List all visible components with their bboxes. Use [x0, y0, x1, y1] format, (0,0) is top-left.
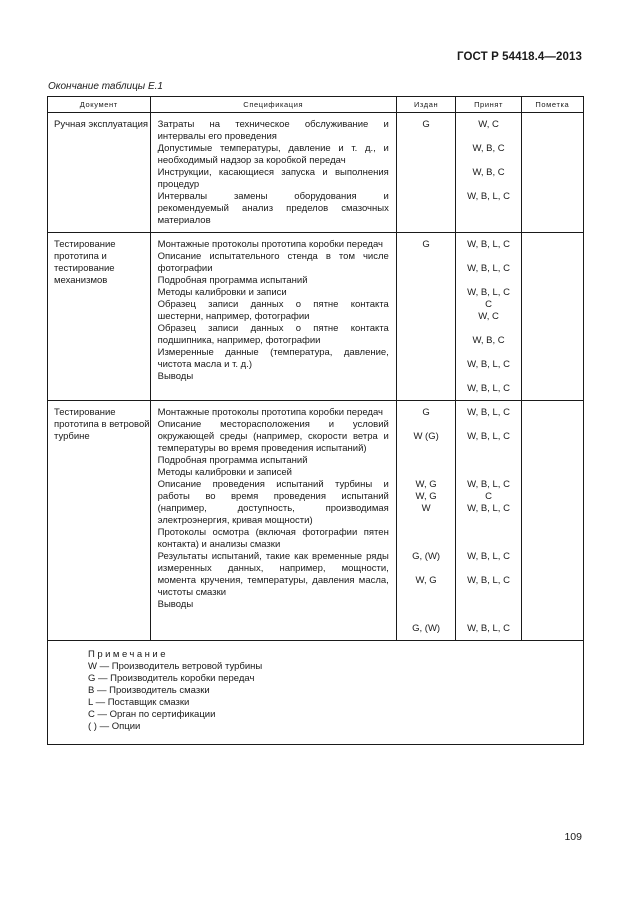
issued-value: W (G)	[413, 431, 439, 442]
spec-entry: Монтажные протоколы прототипа коробки передач	[157, 239, 383, 250]
spec-entry: Подробная программа испытаний	[157, 275, 308, 286]
spec-entry: Монтажные протоколы прототипа коробки передач	[157, 407, 383, 418]
accepted-value: W, B, L, C	[467, 287, 510, 298]
accepted-value: W, B, L, C	[467, 431, 510, 442]
page-number: 109	[564, 831, 582, 843]
issued-value: G, (W)	[412, 623, 441, 634]
accepted-value: W, B, L, C	[467, 551, 510, 562]
remark-cell	[521, 233, 583, 401]
accepted-value: W, B, L, C	[467, 239, 510, 250]
accepted-value: W, B, L, C	[467, 479, 510, 490]
accepted-value: W, C	[478, 119, 499, 130]
accepted-value: W, B, L, C	[467, 503, 510, 514]
accepted-cell	[456, 113, 521, 233]
accepted-cell	[456, 233, 521, 401]
accepted-value: W, B, L, C	[467, 359, 510, 370]
section-document: Ручная эксплуатация	[48, 113, 151, 233]
column-header-remark: Пометка	[521, 97, 583, 113]
section-document: Тестирование прототипа и тестирование механизмов	[48, 233, 151, 401]
issued-value: G	[422, 239, 430, 250]
issued-value: G	[422, 407, 430, 418]
spec-entry: Образец записи данных о пятне контакта подшипника, например, фотографии	[157, 323, 389, 346]
accepted-value: C	[485, 491, 492, 502]
issued-value	[397, 191, 456, 227]
spec-entry: Описание испытательного стенда в том числе фотографии	[157, 251, 389, 274]
spec-entry: Результаты испытаний, такие как временные ряды измеренных данных, например, мощности, момента кручения, температуры, давления масла, чистоты смазки	[157, 551, 389, 598]
specification-cell	[150, 233, 396, 401]
spec-entry: Выводы	[157, 371, 194, 382]
accepted-value: C	[485, 299, 492, 310]
accepted-value: W, B, C	[472, 167, 505, 178]
accepted-value: W, B, L, C	[467, 383, 510, 394]
issued-cell	[396, 401, 456, 641]
note-line: C — Орган по сертификации	[88, 709, 216, 720]
issued-value: W, G	[415, 491, 437, 502]
spec-entry: Методы калибровки и записи	[157, 287, 287, 298]
issued-value	[397, 143, 456, 167]
issued-value: G	[422, 119, 430, 130]
accepted-value: W, B, L, C	[467, 191, 510, 202]
spec-entry: Инструкции, касающиеся запуска и выполнения процедур	[157, 167, 389, 190]
accepted-value: W, B, L, C	[467, 407, 510, 418]
note-line: B — Производитель смазки	[88, 685, 210, 696]
accepted-value: W, B, L, C	[467, 575, 510, 586]
table-section	[48, 113, 584, 233]
table-section	[48, 401, 584, 641]
section-document: Тестирование прототипа в ветровой турбине	[48, 401, 151, 641]
spec-entry: Протоколы осмотра (включая фотографии пятен контакта) и анализы смазки	[157, 527, 389, 550]
spec-table	[47, 96, 584, 745]
issued-cell	[396, 113, 456, 233]
accepted-value: W, C	[478, 311, 499, 322]
spec-entry: Затраты на техническое обслуживание и интервалы его проведения	[157, 119, 389, 142]
remark-cell	[521, 113, 583, 233]
spec-entry: Образец записи данных о пятне контакта шестерни, например, фотографии	[157, 299, 389, 322]
specification-cell	[150, 113, 396, 233]
remark-cell	[521, 401, 583, 641]
issued-value: W, G	[415, 479, 437, 490]
accepted-value: W, B, L, C	[467, 263, 510, 274]
column-header-issued: Издан	[396, 97, 456, 113]
accepted-cell	[456, 401, 521, 641]
table-section	[48, 233, 584, 401]
spec-entry: Описание проведения испытаний турбины и работы во время проведения испытаний (например, доступность, производимая электроэнергия, кривая мощности)	[157, 479, 389, 526]
column-header-accepted: Принят	[456, 97, 521, 113]
accepted-value: W, B, C	[472, 143, 505, 154]
spec-entry: Измеренные данные (температура, давление, чистота масла и т. д.)	[157, 347, 389, 370]
note-cell	[48, 641, 584, 745]
issued-value: W	[421, 503, 431, 514]
accepted-value: W, B, L, C	[467, 623, 510, 634]
note-title: Примечание	[88, 649, 168, 660]
note-line: L — Поставщик смазки	[88, 697, 190, 708]
issued-value	[397, 167, 456, 191]
spec-entry: Подробная программа испытаний	[157, 455, 308, 466]
column-header-specification: Спецификация	[150, 97, 396, 113]
issued-value: W, G	[415, 575, 437, 586]
note-line: ( ) — Опции	[88, 721, 141, 732]
column-header-document: Документ	[48, 97, 151, 113]
spec-entry: Допустимые температуры, давление и т. д., и необходимый надзор за коробкой передач	[157, 143, 389, 166]
note-line: G — Производитель коробки передач	[88, 673, 255, 684]
standard-header: ГОСТ Р 54418.4—2013	[457, 51, 582, 63]
issued-cell	[396, 233, 456, 401]
spec-entry: Методы калибровки и записей	[157, 467, 292, 478]
table-caption: Окончание таблицы E.1	[48, 81, 163, 92]
note-line: W — Производитель ветровой турбины	[88, 661, 263, 672]
spec-entry: Интервалы замены оборудования и рекомендуемый анализ пределов смазочных материалов	[157, 191, 389, 226]
issued-value: G, (W)	[412, 551, 441, 562]
note-row	[48, 641, 584, 745]
spec-entry: Описание месторасположения и условий окружающей среды (например, скорости ветра и температуры во время проведения испытаний)	[157, 419, 389, 454]
table-header-row	[48, 97, 584, 113]
spec-entry: Выводы	[157, 599, 194, 610]
specification-cell	[150, 401, 396, 641]
accepted-value: W, B, C	[472, 335, 505, 346]
